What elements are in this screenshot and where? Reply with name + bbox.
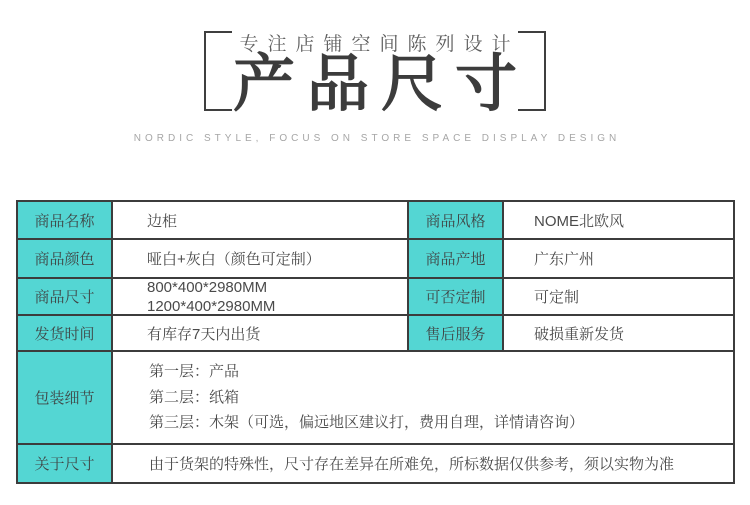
spec-label-product-color: 商品颜色 [18, 240, 113, 279]
header-subtitle-en: NORDIC STYLE, FOCUS ON STORE SPACE DISPLAY DESIGN [133, 133, 621, 144]
spec-value-customizable: 可定制 [504, 279, 735, 316]
product-spec-table [16, 200, 735, 484]
spec-value-product-size [113, 279, 409, 316]
spec-label-product-size: 商品尺寸 [18, 279, 113, 316]
spec-label-product-style: 商品风格 [409, 202, 504, 240]
packaging-layer-1: 第一层：产品 [149, 362, 240, 380]
spec-value-about-size: 由于货架的特殊性，尺寸存在差异在所难免，所标数据仅供参考，须以实物为准 [113, 445, 735, 484]
spec-label-shipping-time: 发货时间 [18, 316, 113, 352]
size-line-1: 800*400*2980MM [147, 279, 268, 296]
spec-label-customizable: 可否定制 [409, 279, 504, 316]
spec-value-product-color: 哑白+灰白（颜色可定制） [113, 240, 409, 279]
spec-label-product-origin: 商品产地 [409, 240, 504, 279]
spec-value-product-style: NOME北欧风 [504, 202, 735, 240]
spec-value-after-sales: 破损重新发货 [504, 316, 735, 352]
spec-value-shipping-time: 有库存7天内出货 [113, 316, 409, 352]
header-tagline: 专注店铺空间陈列设计 [239, 34, 520, 55]
spec-label-after-sales: 售后服务 [409, 316, 504, 352]
packaging-layer-2: 第二层：纸箱 [149, 388, 240, 406]
spec-value-packaging-details [113, 352, 735, 445]
spec-value-product-name: 边柜 [113, 202, 409, 240]
packaging-layer-3: 第三层：木架（可选，偏远地区建议打，费用自理，详情请咨询） [149, 414, 585, 432]
size-line-2: 1200*400*2980MM [147, 297, 276, 315]
spec-value-product-origin: 广东广州 [504, 240, 735, 279]
spec-label-packaging-details: 包装细节 [18, 352, 113, 445]
header [0, 0, 750, 170]
page-title: 产品尺寸 [232, 50, 529, 119]
spec-label-product-name: 商品名称 [18, 202, 113, 240]
spec-label-about-size: 关于尺寸 [18, 445, 113, 484]
